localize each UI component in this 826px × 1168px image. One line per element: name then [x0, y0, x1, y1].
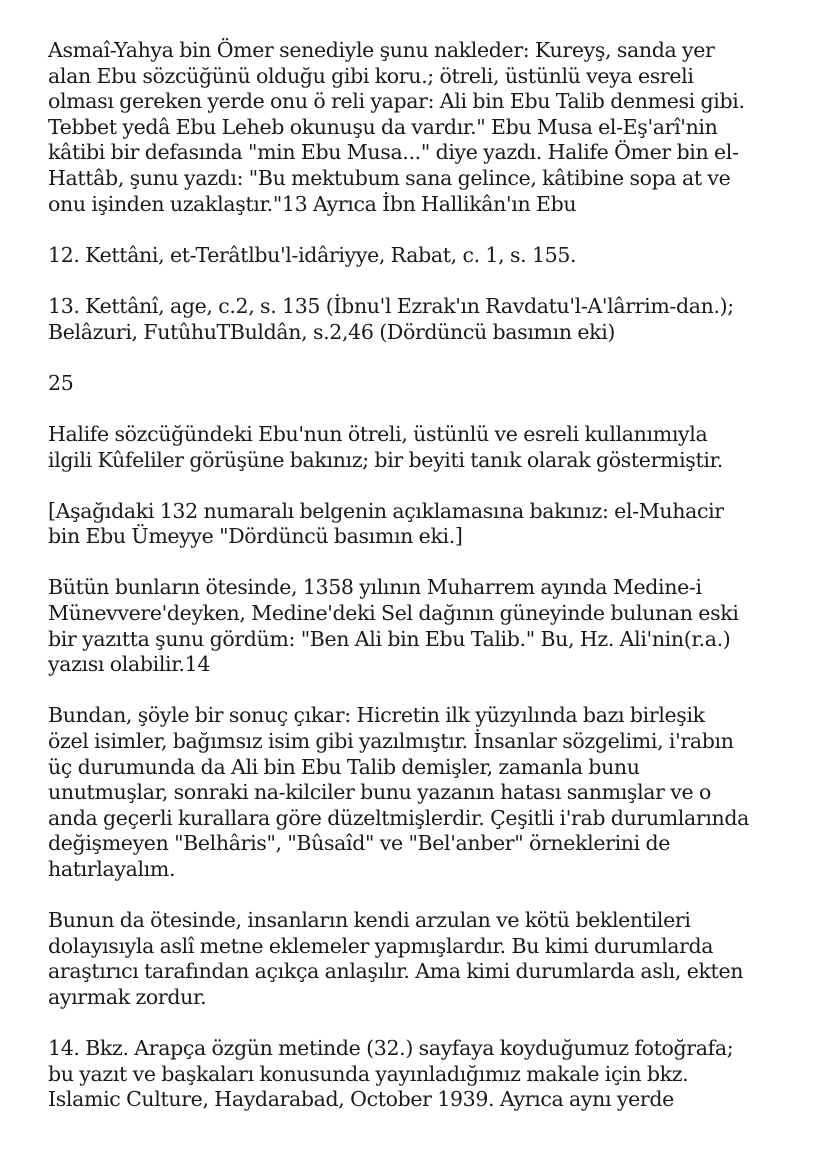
paragraph-butun-bunlarin: Bütün bunların ötesinde, 1358 yılının Muharrem ayında Medine-i Münevvere'deyken, Medine'deki Sel dağının güneyinde bulunan eski bir yazıtta şunu gördüm: "Ben Ali bin Ebu Talib." Bu, Hz. Ali'nin(r.a.) yazısı olabilir.14	[48, 575, 739, 677]
paragraph-bunun-da: Bunun da ötesinde, insanların kendi arzulan ve kötü beklentileri dolayısıyla aslî metne eklemeler yapmışlardır. Bu kimi durumlarda araştırıcı tarafından açıkça anlaşılır. Ama kimi durumlarda aslı, ekten ayırmak zordur.	[48, 908, 744, 1009]
page-number: 25	[48, 370, 74, 395]
footnote-13: 13. Kettânî, age, c.2, s. 135 (İbnu'l Ezrak'ın Ravdatu'l-A'lârrim-dan.); Belâzuri, FutûhuTBuldân, s.2,46 (Dördüncü basımın eki)	[48, 293, 734, 344]
paragraph-bundan: Bundan, şöyle bir sonuç çıkar: Hicretin ilk yüzyılında bazı birleşik özel isimler, bağımsız isim gibi yazılmıştır. İnsanlar sözgelimi, i'rabın üç durumunda da Ali bin Ebu Talib demişler, zamanla bunu unutmuşlar, sonraki na-kilciler bunu yazanın hatası sanmışlar ve o anda geçerli kurallara göre düzeltmişlerdir. Çeşitli i'rab durumlarında değişmeyen "Belhâris", "Bûsaîd" ve "Bel'anber" örneklerini de hatırlayalım.	[48, 703, 750, 881]
paragraph-bracket-note: [Aşağıdaki 132 numaralı belgenin açıklamasına bakınız: el-Muhacir bin Ebu Ümeyye "Dördüncü basımın eki.]	[48, 498, 724, 549]
paragraph-halife: Halife sözcüğündeki Ebu'nun ötreli, üstünlü ve esreli kullanımıyla ilgili Kûfeliler görüşüne bakınız; bir beyiti tanık olarak göstermiştir.	[48, 421, 723, 472]
footnote-14: 14. Bkz. Arapça özgün metinde (32.) sayfaya koyduğumuz fotoğrafa; bu yazıt ve başkaları konusunda yayınladığımız makale için bkz. Islamic Culture, Haydarabad, October 1939. Ayrıca aynı yerde	[48, 1036, 734, 1112]
document-page	[48, 38, 798, 1113]
footnote-12: 12. Kettâni, et-Terâtlbu'l-idâriyye, Rabat, c. 1, s. 155.	[48, 242, 577, 267]
paragraph-asmai-yahya: Asmaî-Yahya bin Ömer senediyle şunu nakleder: Kureyş, sanda yer alan Ebu sözcüğünü olduğu gibi koru.; ötreli, üstünlü veya esreli olması gereken yerde onu ö reli yapar: Ali bin Ebu Talib denmesi gibi. Tebbet yedâ Ebu Leheb okunuşu da vardır." Ebu Musa el-Eş'arî'nin kâtibi bir defasında "min Ebu Musa..." diye yazdı. Halife Ömer bin el- Hattâb, şunu yazdı: "Bu mektubum sana gelince, kâtibine sopa at ve onu işinden uzaklaştır."13 Ayrıca İbn Hallikân'ın Ebu	[48, 38, 745, 216]
